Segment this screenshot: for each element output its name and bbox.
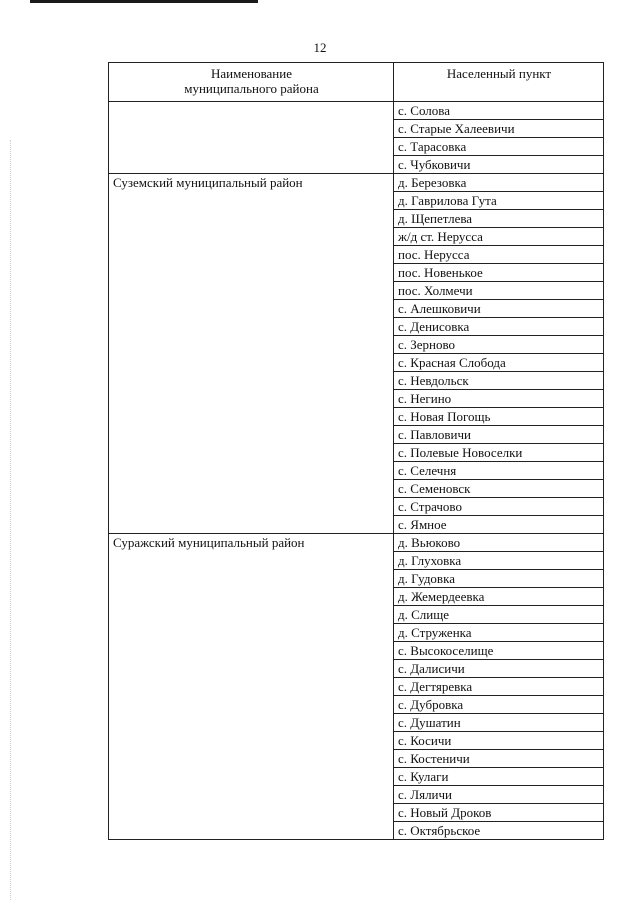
locality-cell: с. Душатин bbox=[394, 714, 604, 732]
locality-cell: с. Невдольск bbox=[394, 372, 604, 390]
locality-cell: с. Косичи bbox=[394, 732, 604, 750]
locality-cell: с. Зерново bbox=[394, 336, 604, 354]
table-body bbox=[109, 102, 604, 840]
locality-cell: с. Кулаги bbox=[394, 768, 604, 786]
locality-cell: пос. Нерусса bbox=[394, 246, 604, 264]
header-locality: Населенный пункт bbox=[394, 63, 604, 102]
district-cell: Суземский муниципальный район bbox=[109, 174, 394, 534]
locality-cell: ж/д ст. Нерусса bbox=[394, 228, 604, 246]
header-district bbox=[109, 63, 394, 102]
table-header-row bbox=[109, 63, 604, 102]
locality-cell: д. Глуховка bbox=[394, 552, 604, 570]
locality-cell: с. Негино bbox=[394, 390, 604, 408]
district-cell: Суражский муниципальный район bbox=[109, 534, 394, 840]
locality-cell: с. Семеновск bbox=[394, 480, 604, 498]
page-number: 12 bbox=[313, 40, 327, 55]
table-row bbox=[109, 102, 604, 120]
locality-cell: д. Струженка bbox=[394, 624, 604, 642]
locality-cell: д. Гудовка bbox=[394, 570, 604, 588]
locality-cell: д. Жемердеевка bbox=[394, 588, 604, 606]
locality-cell: с. Старые Халеевичи bbox=[394, 120, 604, 138]
localities-table bbox=[108, 62, 604, 840]
locality-cell: с. Костеничи bbox=[394, 750, 604, 768]
locality-cell: с. Октябрьское bbox=[394, 822, 604, 840]
locality-cell: с. Дегтяревка bbox=[394, 678, 604, 696]
locality-cell: с. Дубровка bbox=[394, 696, 604, 714]
locality-cell: с. Павловичи bbox=[394, 426, 604, 444]
locality-cell: с. Далисичи bbox=[394, 660, 604, 678]
table-row bbox=[109, 174, 604, 192]
locality-cell: с. Красная Слобода bbox=[394, 354, 604, 372]
district-cell bbox=[109, 102, 394, 174]
locality-cell: д. Щепетлева bbox=[394, 210, 604, 228]
scan-margin-dots bbox=[10, 140, 12, 900]
locality-cell: с. Селечня bbox=[394, 462, 604, 480]
locality-cell: пос. Новенькое bbox=[394, 264, 604, 282]
table-row bbox=[109, 534, 604, 552]
locality-cell: с. Высокоселище bbox=[394, 642, 604, 660]
locality-cell: с. Денисовка bbox=[394, 318, 604, 336]
locality-cell: с. Новый Дроков bbox=[394, 804, 604, 822]
locality-cell: д. Вьюково bbox=[394, 534, 604, 552]
header-rule bbox=[30, 0, 258, 3]
locality-cell: с. Новая Погощь bbox=[394, 408, 604, 426]
locality-cell: с. Ляличи bbox=[394, 786, 604, 804]
locality-cell: д. Березовка bbox=[394, 174, 604, 192]
header-district-line1: Наименование bbox=[211, 66, 292, 81]
locality-cell: с. Солова bbox=[394, 102, 604, 120]
locality-cell: с. Ямное bbox=[394, 516, 604, 534]
locality-cell: с. Тарасовка bbox=[394, 138, 604, 156]
locality-cell: с. Чубковичи bbox=[394, 156, 604, 174]
locality-cell: пос. Холмечи bbox=[394, 282, 604, 300]
locality-cell: д. Гаврилова Гута bbox=[394, 192, 604, 210]
locality-cell: с. Полевые Новоселки bbox=[394, 444, 604, 462]
locality-cell: с. Алешковичи bbox=[394, 300, 604, 318]
locality-cell: с. Страчово bbox=[394, 498, 604, 516]
header-district-line2: муниципального района bbox=[184, 81, 319, 96]
locality-cell: д. Слище bbox=[394, 606, 604, 624]
